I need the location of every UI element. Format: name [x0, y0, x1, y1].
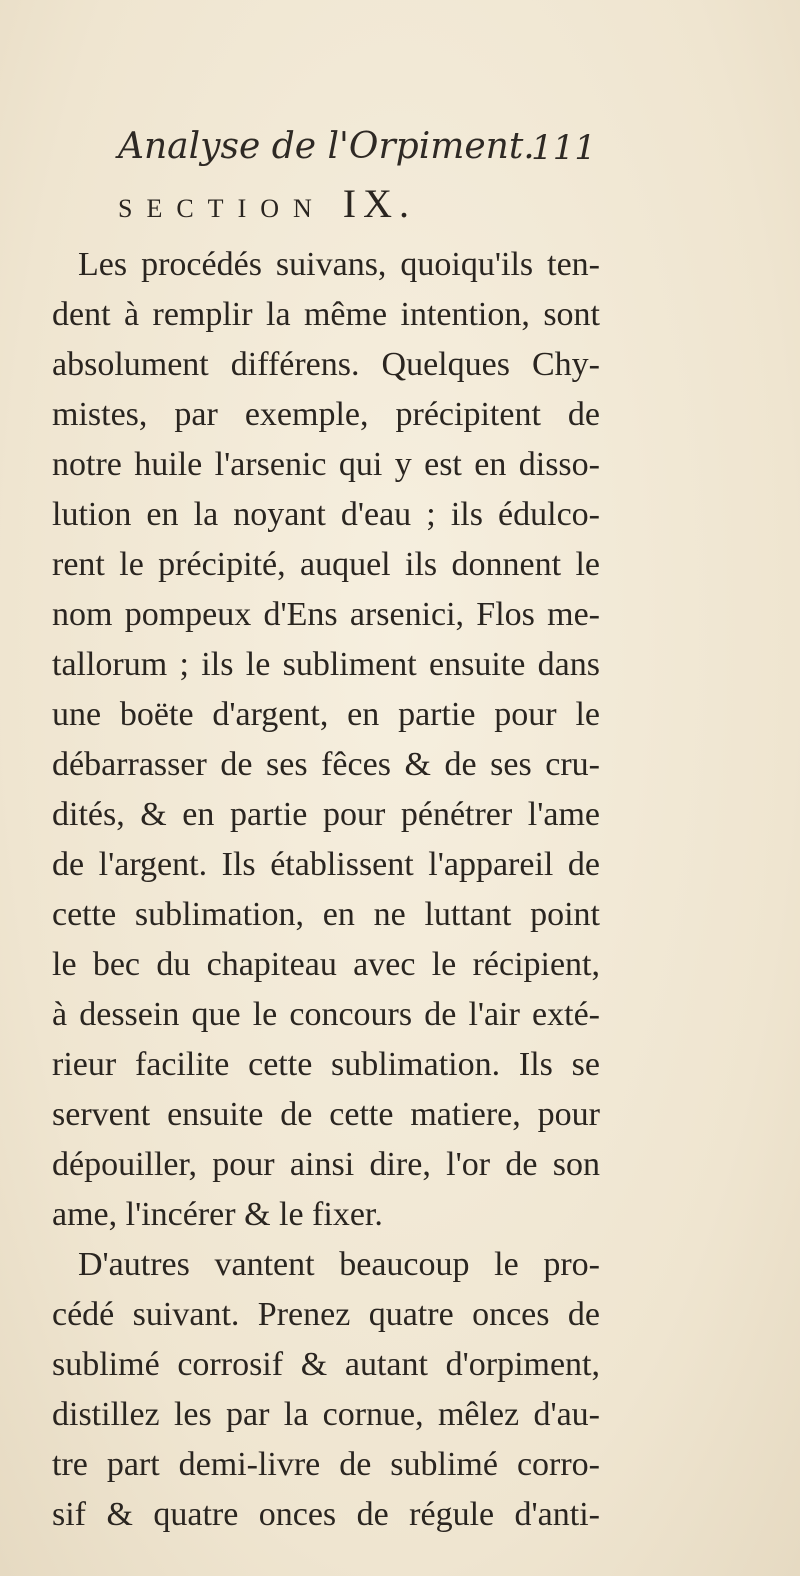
text-line: sif & quatre onces de régule d'anti-: [52, 1496, 600, 1533]
text-line: rent le précipité, auquel ils donnent le: [52, 546, 600, 583]
body-text: [52, 240, 600, 1540]
text-line: dités, & en partie pour pénétrer l'ame: [52, 796, 600, 833]
section-label: SECTION: [118, 194, 326, 223]
text-line: cette sublimation, en ne luttant point: [52, 896, 600, 933]
text-line: absolument différens. Quelques Chy-: [52, 346, 600, 383]
text-line: distillez les par la cornue, mêlez d'au-: [52, 1396, 600, 1433]
text-line: notre huile l'arsenic qui y est en disso-: [52, 446, 600, 483]
running-head: Analyse de l'Orpiment.: [118, 126, 535, 167]
text-line: dépouiller, pour ainsi dire, l'or de son: [52, 1146, 600, 1183]
text-line: cédé suivant. Prenez quatre onces de: [52, 1296, 600, 1333]
section-heading: [118, 180, 598, 227]
text-line: D'autres vantent beaucoup le pro-: [78, 1246, 600, 1283]
text-line: ame, l'incérer & le fixer.: [52, 1196, 383, 1233]
text-line: mistes, par exemple, précipitent de: [52, 396, 600, 433]
section-number: IX.: [342, 181, 416, 226]
text-line: à dessein que le concours de l'air exté-: [52, 996, 600, 1033]
text-line: servent ensuite de cette matiere, pour: [52, 1096, 600, 1133]
text-line: tallorum ; ils le subliment ensuite dans: [52, 646, 600, 683]
text-line: de l'argent. Ils établissent l'appareil de: [52, 846, 600, 883]
text-line: le bec du chapiteau avec le récipient,: [52, 946, 600, 983]
text-line: rieur facilite cette sublimation. Ils se: [52, 1046, 600, 1083]
text-line: Les procédés suivans, quoiqu'ils ten-: [78, 246, 600, 283]
text-line: dent à remplir la même intention, sont: [52, 296, 600, 333]
text-line: sublimé corrosif & autant d'orpiment,: [52, 1346, 600, 1383]
page-number: 111: [531, 128, 596, 168]
text-line: débarrasser de ses fêces & de ses cru-: [52, 746, 600, 783]
text-line: une boëte d'argent, en partie pour le: [52, 696, 600, 733]
text-line: nom pompeux d'Ens arsenici, Flos me-: [52, 596, 600, 633]
text-line: lution en la noyant d'eau ; ils édulco-: [52, 496, 600, 533]
text-line: tre part demi-livre de sublimé corro-: [52, 1446, 600, 1483]
